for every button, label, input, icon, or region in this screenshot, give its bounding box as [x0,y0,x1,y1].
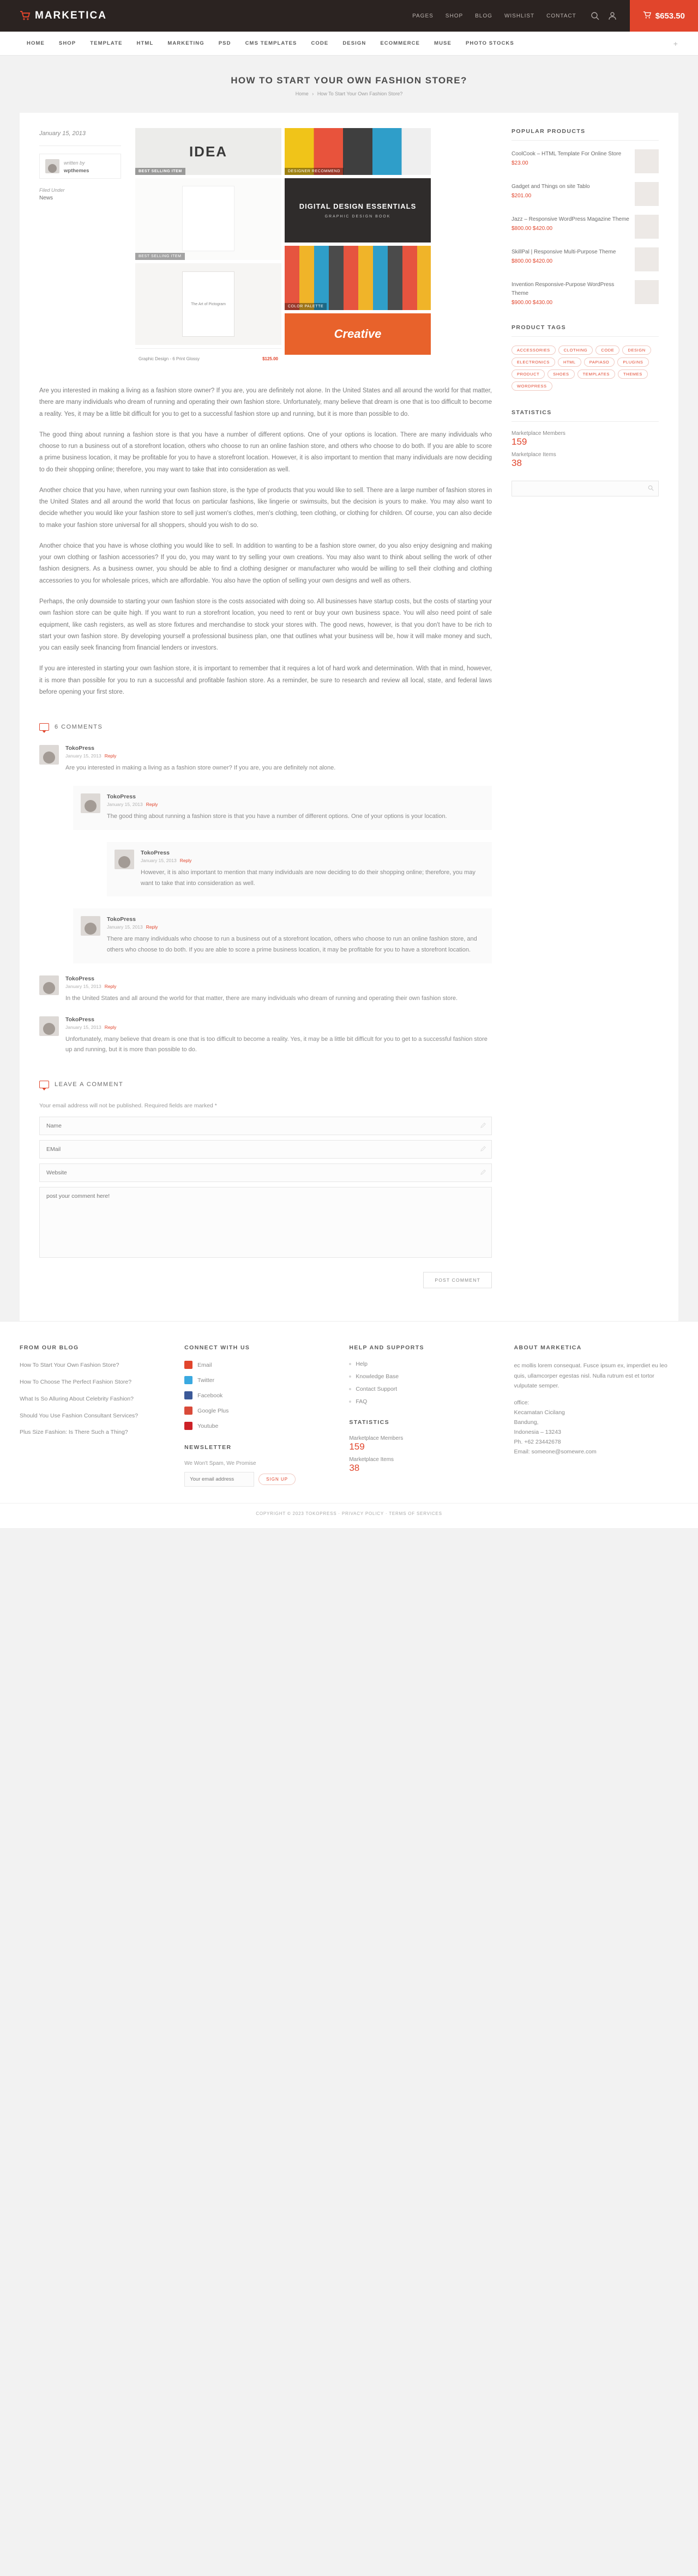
gallery-tile-white-sheet[interactable] [135,178,281,260]
sheet-thumb [182,186,234,251]
comment-item [39,1016,492,1056]
pencil-icon [480,1145,486,1151]
statistics-title: STATISTICS [512,409,659,422]
social-label: Google Plus [197,1407,229,1414]
product-name: SkillPal | Responsive Multi-Purpose Theme [512,249,616,255]
nav-item-html[interactable]: HTML [136,40,154,46]
gallery-tile-swatches[interactable] [285,246,431,310]
reply-link[interactable]: Reply [104,983,117,989]
sidebar [512,128,659,1288]
comment-author[interactable]: TokoPress [141,849,170,856]
product-name: Invention Responsive-Purpose WordPress Theme [512,282,615,296]
bullet-icon [349,1375,351,1378]
tag-design[interactable]: DESIGN [622,346,651,355]
bullet-icon [349,1388,351,1390]
social-label: Email [197,1361,212,1368]
comment-text: There are many individuals who choose to run a business out of a storefront location, others who choose to run an online fashion store, and others who choose to do both. If you are able to score a prime business location, it may be profitable for you to have a storefront location. [107,936,477,954]
top-nav-blog[interactable]: BLOG [475,13,492,19]
stat-label: Marketplace Members [349,1435,404,1442]
top-nav-shop[interactable]: SHOP [445,13,464,19]
social-label: Facebook [197,1392,223,1399]
product-item[interactable] [512,182,659,206]
bullet-icon [349,1363,351,1365]
breadcrumb [0,91,698,96]
stat-value: 159 [349,1441,365,1452]
post-category [39,187,121,201]
nav-item-photo-stocks[interactable]: PHOTO STOCKS [465,40,514,46]
product-item[interactable] [512,149,659,173]
tile-caption: DESIGNER RECOMMEND [285,168,344,175]
nav-item-shop[interactable]: SHOP [58,40,76,46]
stat-label: Marketplace Items [349,1457,394,1463]
tile-caption: BEST SELLING ITEM [135,253,185,260]
post-top [39,128,492,369]
product-name: Graphic Design - 6 Print Glossy [139,356,200,361]
comment-date: January 15, 2013 [65,1024,101,1030]
digital-subtitle: GRAPHIC DESIGN BOOK [324,214,391,219]
social-link-youtube[interactable] [184,1422,327,1430]
leave-comment-heading [39,1081,492,1088]
paragraph: If you are interested in starting your own fashion store, it is important to remember that it requires a lot of hard work and determination. With that in mind, however, it is more than possible for you to run a successful and profitable fashion store. As a reminder, be sure to research and review all local, state, and federal laws before opening your first store. [39,665,492,695]
tag-cloud [512,346,659,391]
office-line: Indonesia – 13243 [514,1428,561,1435]
gallery-tile-digital-design[interactable] [285,178,431,243]
comment-text: However, it is also important to mention that many individuals are now deciding to do their shopping online; therefore, you may want to take that into consideration as well. [141,869,476,887]
product-thumb [635,182,659,206]
nav-item-template[interactable]: TEMPLATE [90,40,123,46]
help-link-contact-support[interactable] [349,1386,492,1392]
post-gallery [135,128,492,369]
nav-item-muse[interactable]: MUSE [434,40,452,46]
reply-link[interactable]: Reply [104,753,117,759]
help-link-knowledge-base[interactable] [349,1373,492,1380]
reply-link[interactable]: Reply [104,1024,117,1030]
comment-textarea[interactable] [39,1187,492,1258]
avatar [39,745,59,765]
tag-html[interactable]: HTML [558,357,581,367]
comment-text: The good thing about running a fashion store is that you have a number of different options. One of your options is your location. [107,813,447,820]
tag-accessories[interactable]: ACCESSORIES [512,346,556,355]
facebook-icon [184,1391,192,1399]
product-thumb [635,215,659,239]
author-label: written by [64,160,85,166]
comment-bubble-icon [39,1081,49,1088]
bullet-icon [349,1401,351,1403]
avatar [81,793,100,813]
comment-date: January 15, 2013 [65,983,101,989]
top-bar [0,0,698,32]
tag-electronics[interactable]: ELECTRONICS [512,357,555,367]
nav-item-home[interactable]: HOME [27,40,45,46]
comment-item [39,745,492,774]
footer-statistics-title: STATISTICS [349,1419,390,1426]
social-label: Youtube [197,1422,219,1429]
top-icons [591,11,617,20]
footer-help-column [349,1344,492,1487]
help-link-faq[interactable] [349,1398,492,1405]
gallery-product-price-row [135,348,281,369]
product-price: $23.00 [512,160,528,166]
avatar [81,916,100,936]
top-nav [412,13,576,19]
product-price: $800.00 $420.00 [512,258,553,264]
cart-logo-icon [20,10,31,21]
idea-text: IDEA [189,143,228,160]
product-price: $800.00 $420.00 [512,226,553,232]
avatar [39,1016,59,1036]
avatar [39,975,59,995]
comment-date: January 15, 2013 [107,924,143,930]
youtube-icon [184,1422,192,1430]
footer-blog-link[interactable]: Plus Size Fashion: Is There Such a Thing? [20,1429,128,1436]
stat-value: 159 [512,437,527,447]
user-icon[interactable] [608,11,617,20]
main-nav [0,32,698,56]
nav-more-button[interactable]: + [673,39,678,48]
comment-author[interactable]: TokoPress [107,793,136,800]
product-item[interactable] [512,280,659,306]
footer [0,1321,698,1503]
product-name: CoolCook – HTML Template For Online Store [512,151,622,157]
page-header [0,56,698,113]
book-cover: The Art of Pictogram [182,271,234,337]
product-name: Jazz – Responsive WordPress Magazine Theme [512,216,629,222]
tag-plugins[interactable]: PLUGINS [617,357,648,367]
comment-author[interactable]: TokoPress [65,1016,94,1023]
footer-connect-column [184,1344,327,1487]
pencil-icon [480,1169,486,1175]
sidebar-search [512,481,659,496]
top-nav-contact[interactable]: CONTACT [546,13,576,19]
reply-link[interactable]: Reply [146,924,158,930]
stat-value: 38 [512,458,522,468]
gallery-tile-idea[interactable] [135,128,281,175]
post-comment-button[interactable]: POST COMMENT [423,1272,492,1288]
brand-logo[interactable] [20,10,107,22]
email-icon [184,1361,192,1369]
footer-blog-title: FROM OUR BLOG [20,1344,79,1351]
post-article [39,385,492,698]
cart-button[interactable] [630,0,698,32]
comments-heading [39,723,492,731]
tag-clothing[interactable]: CLOTHING [558,346,593,355]
paragraph: Perhaps, the only downside to starting your own fashion store is the costs associated with doing so. All businesses have startup costs, but the costs of starting your own fashion store can be quite high. If you want to run a storefront location, you need to rent or buy your own business space. You will also need point of sale equipment, like cash registers, as well as store fixtures and merchandise to stock your stores with. The good news, however, is that you don't have to be rich to start your own fashion store. By developing yourself a professional business plan, one that outlines what your business will be, how it will make money and such, you can easily seek financing from financial lenders or investors. [39,598,492,652]
newsletter-note: We Won't Spam, We Promise [184,1460,256,1467]
digital-title: DIGITAL DESIGN ESSENTIALS [299,202,417,210]
tag-shoes[interactable]: SHOES [547,369,574,379]
main-content [39,128,492,1288]
footer-connect-title: CONNECT WITH US [184,1344,250,1351]
comment-text: Unfortunately, many believe that dream is one that is too difficult to become a reality. Yes, it may be a little bit difficult for you to get to a successful fashion store up and running, but it is more than possible to do. [65,1035,488,1053]
footer-blog-link[interactable]: How To Start Your Own Fashion Store? [20,1362,119,1369]
comment-item [107,842,492,897]
comment-date: January 15, 2013 [107,801,143,807]
breadcrumb-current: How To Start Your Own Fashion Store? [317,91,403,96]
comments-count-label: 6 COMMENTS [55,724,103,731]
comment-date: January 15, 2013 [65,753,101,759]
social-label: Twitter [197,1377,215,1384]
footer-blog-link[interactable]: Should You Use Fashion Consultant Services? [20,1412,139,1419]
product-tags-title: PRODUCT TAGS [512,324,659,337]
social-link-email[interactable] [184,1361,327,1369]
tag-product[interactable]: PRODUCT [512,369,545,379]
social-link-google-plus[interactable] [184,1407,327,1415]
filed-under-value[interactable]: News [39,195,53,201]
newsletter-signup-button[interactable]: SIGN UP [258,1474,296,1485]
orange-text: Creative [334,327,382,341]
office-line: Bandung, [514,1419,539,1426]
nav-item-marketing[interactable]: MARKETING [167,40,204,46]
tag-code[interactable]: CODE [595,346,619,355]
comment-form [39,1117,492,1288]
comment-text: Are you interested in making a living as a fashion store owner? If you are, you are definitely not alone. [65,765,336,772]
product-name: Gadget and Things on site Tablo [512,184,590,190]
office-line: Kecamatan Cicilang [514,1409,565,1416]
comment-bubble-icon [39,723,49,731]
website-input[interactable] [39,1163,492,1182]
stat-label: Marketplace Members [512,431,565,437]
post-meta [39,128,121,369]
comment-author[interactable]: TokoPress [107,916,136,923]
help-link-help[interactable] [349,1361,492,1367]
cart-total: $653.50 [655,11,685,21]
comment-item [73,908,492,963]
top-nav-wishlist[interactable]: WISHLIST [504,13,535,19]
paragraph: Are you interested in making a living as a fashion store owner? If you are, you are definitely not alone. In the United States and all around the world for that matter, there are many individuals who dream of running and operating their own fashion store. Unfortunately, many believe that dream is one that is too difficult to become a reality. Yes, it may be a little bit difficult for you to get to a successful fashion store up and running, but it is more than possible to do. [39,387,492,417]
cart-icon [643,11,651,21]
footer-blog-link[interactable]: How To Choose The Perfect Fashion Store? [20,1379,132,1386]
breadcrumb-home[interactable]: Home [295,91,309,96]
nav-item-psd[interactable]: PSD [218,40,231,46]
page-body [20,113,678,1321]
nav-item-design[interactable]: DESIGN [342,40,366,46]
comment-author[interactable]: TokoPress [65,975,94,982]
popular-products-widget [512,128,659,306]
author-name[interactable]: wpthemes [64,168,89,174]
tag-templates[interactable]: TEMPLATES [577,369,615,379]
help-link-label: Knowledge Base [356,1373,399,1380]
tag-wordpress[interactable]: WORDPRESS [512,381,552,391]
tag-papiaso[interactable]: PAPIASO [584,357,615,367]
tile-caption: COLOR PALETTE [285,303,327,310]
reply-link[interactable]: Reply [179,857,192,863]
avatar [45,159,59,173]
tag-themes[interactable]: THEMES [618,369,648,379]
comment-text: In the United States and all around the world for that matter, there are many individuals who dream of running and operating their own fashion store. [65,995,458,1002]
nav-item-ecommerce[interactable]: ECOMMERCE [380,40,420,46]
product-item[interactable] [512,215,659,239]
tile-caption: BEST SELLING ITEM [135,168,185,175]
copyright-bar: COPYRIGHT © 2023 TOKOPRESS · PRIVACY POLICY · TERMS OF SERVICES [0,1503,698,1528]
footer-about-column [514,1344,679,1487]
help-link-label: Contact Support [356,1386,398,1393]
page-title: HOW TO START YOUR OWN FASHION STORE? [231,75,467,86]
top-nav-pages[interactable]: PAGES [412,13,434,19]
footer-blog-column [20,1344,163,1487]
gallery-tile-colorbars[interactable] [285,128,431,175]
social-link-facebook[interactable] [184,1391,327,1399]
avatar [115,850,134,869]
comment-date: January 15, 2013 [141,857,177,863]
comment-item [73,786,492,830]
search-input[interactable] [512,481,659,496]
reply-link[interactable]: Reply [146,801,158,807]
breadcrumb-separator: › [312,91,314,96]
paragraph: Another choice that you have is whose clothing you would like to sell. In addition to wanting to be a fashion store owner, do you also enjoy designing and making your own clothing or fashion accessories? If you do, you may want to try selling your own creations. You may also want to think about selling the work of other fashion designers. As a business owner, you should be able to find a clothing designer or manufacturer who would be willing to sell their clothing and clothing accessories to you for wholesale prices, which are affordable. You also have the option of selling your own designs and well as others. [39,542,492,584]
footer-blog-link[interactable]: What Is So Alluring About Celebrity Fashion? [20,1395,134,1402]
product-price: $125.00 [262,356,278,361]
leave-comment-label: LEAVE A COMMENT [55,1081,124,1088]
office-line: Ph. +62 23442678 [514,1438,561,1445]
paragraph: The good thing about running a fashion store is that you have a number of different options. One of your options is location. There are many individuals who choose to run a business out of a storefront location, others who choose to run an online fashion store, and others who choose to do both. If you are able to score a prime business location, it may be profitable for you to have a storefront location. However, it is also important to mention that many individuals are now deciding to do their shopping online; therefore, you may want to take that into consideration as well. [39,431,492,473]
search-icon[interactable] [648,485,654,491]
about-text: ec mollis lorem consequat. Fusce ipsum ex, imperdiet eu leo quis, ullamcorper egestas nisl. Nulla rutrum est et tortor vulputate semper. [514,1362,667,1390]
gallery-tile-orange[interactable] [285,313,431,355]
newsletter-email-input[interactable] [184,1472,254,1487]
newsletter-form [184,1472,327,1487]
social-link-twitter[interactable] [184,1376,327,1384]
email-input[interactable] [39,1140,492,1159]
post-author [39,154,121,179]
comment-item [39,975,492,1004]
gallery-tile-book[interactable] [135,263,281,345]
popular-products-title: POPULAR PRODUCTS [512,128,659,141]
product-thumb [635,247,659,271]
paragraph: Another choice that you have, when running your own fashion store, is the type of products that you would like to sell. There are a large number of fashion stores in the United States and all around the world that focus on particular fashions, like lingerie or swimsuits, but the decision is yours to make. You may also want to decide whether you would like your fashion store to sell just women's clothes, men's clothing, teen clothing, or clothing for children. Of course, you can also decide to make your fashion store universal for all shoppers, should you wish to do so. [39,487,492,529]
product-item[interactable] [512,247,659,271]
product-price: $201.00 [512,193,532,199]
pencil-icon [480,1122,486,1128]
footer-about-title: ABOUT MARKETICA [514,1344,582,1351]
gallery-column-left [135,128,281,369]
brand-name: MARKETICA [35,10,107,21]
gallery-column-right [285,128,431,369]
form-note: Your email address will not be published. Required fields are marked * [39,1102,217,1110]
nav-item-code[interactable]: CODE [311,40,329,46]
stat-value: 38 [349,1463,360,1474]
footer-help-title: HELP AND SUPPORTS [349,1344,424,1351]
name-input[interactable] [39,1117,492,1135]
stat-label: Marketplace Items [512,452,556,458]
twitter-icon [184,1376,192,1384]
product-tags-widget [512,324,659,391]
comment-author[interactable]: TokoPress [65,745,94,752]
filed-under-label: Filed Under [39,187,65,193]
product-price: $900.00 $430.00 [512,300,553,306]
office-label: office: [514,1399,529,1407]
office-line: Email: someone@somewre.com [514,1448,597,1455]
product-thumb [635,280,659,304]
statistics-widget [512,409,659,496]
help-link-label: Help [356,1361,368,1368]
product-thumb [635,149,659,173]
nav-item-cms-templates[interactable]: CMS TEMPLATES [245,40,297,46]
newsletter-title: NEWSLETTER [184,1444,232,1451]
search-icon[interactable] [591,11,599,20]
help-link-label: FAQ [356,1398,368,1405]
post-date: January 15, 2013 [39,130,121,146]
google-plus-icon [184,1407,192,1415]
